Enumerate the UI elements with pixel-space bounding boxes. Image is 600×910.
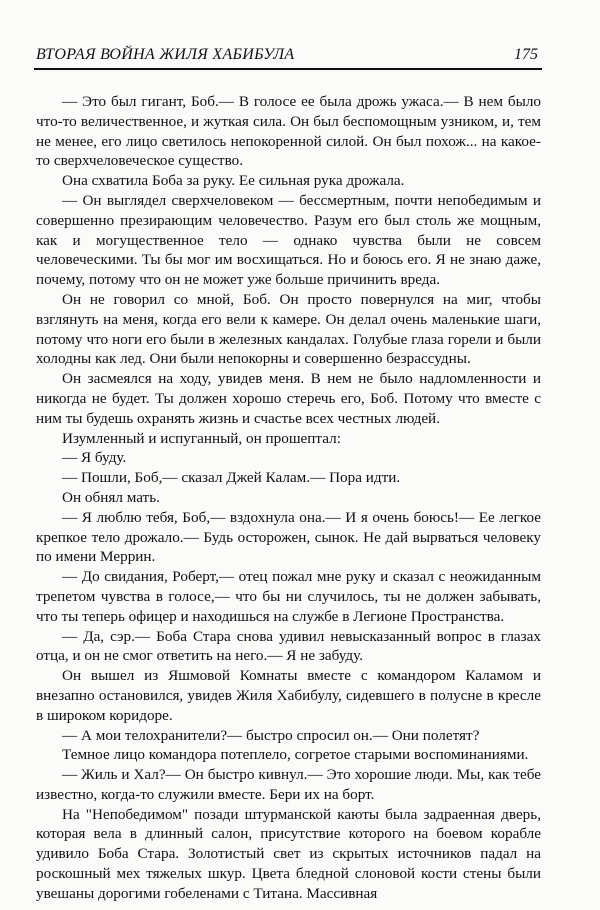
page-number: 175	[514, 46, 538, 63]
paragraph: Темное лицо командора потеплело, согретое старыми воспоминаниями.	[62, 746, 529, 764]
paragraph: Он обнял мать.	[62, 488, 160, 506]
paragraph: — Я люблю тебя, Боб,— вздохнула она.— И я очень боюсь!— Ее легкое крепкое тело дрожало.— Будь осторожен, сынок. Не дай вырваться человеку по имени Меррин.	[36, 508, 541, 566]
paragraph: Изумленный и испуганный, он прошептал:	[62, 429, 341, 447]
paragraph: — А мои телохранители?— быстро спросил он.— Они полетят?	[62, 726, 480, 744]
paragraph: — Пошли, Боб,— сказал Джей Калам.— Пора идти.	[62, 469, 401, 487]
running-title: ВТОРАЯ ВОЙНА ЖИЛЯ ХАБИБУЛА	[36, 46, 295, 63]
paragraph: — Это был гигант, Боб.— В голосе ее была дрожь ужаса.— В нем было что-то величественное, и жуткая сила. Он был беспомощным узником, и, тем не менее, его лицо светилось непокоренной силой. Он был похож... на какое-то сверхчеловеческое существо.	[36, 93, 541, 170]
paragraph: Он не говорил со мной, Боб. Он просто повернулся на миг, чтобы взглянуть на меня, когда его вели к камере. Он делал очень маленькие шаги, потому что ноги его были в железных кандалах. Голубые глаза горели и были холодны как лед. Они были непокорны и совершенно безрассудны.	[36, 290, 541, 368]
paragraph: — Жиль и Хал?— Он быстро кивнул.— Это хорошие люди. Мы, как тебе известно, когда-то служили вместе. Бери их на борт.	[36, 766, 541, 803]
paragraph: Она схватила Боба за руку. Ее сильная рука дрожала.	[62, 172, 405, 190]
body-text	[36, 92, 541, 904]
paragraph: Он вышел из Яшмовой Комнаты вместе с командором Каламом и внезапно остановился, увидев Жиля Хабибулу, сидевшего в полусне в кресле в широком коридоре.	[36, 667, 541, 724]
paragraph: На "Непобедимом" позади штурманской каюты была задраенная дверь, которая вела в длинный салон, присутствие которого на боевом корабле удивило Боба Стара. Золотистый свет из скрытых источников падал на роскошный мех тяжелых шкур. Цвета бледной слоновой кости стены были увешаны дорогими гобеленами с Титана. Массивная	[36, 805, 541, 902]
paragraph: — До свидания, Роберт,— отец пожал мне руку и сказал с неожиданным трепетом чувства в голосе,— что бы ни случилось, ты не должен забывать, что ты теперь офицер и находишься на службе в Легионе Пространства.	[36, 568, 541, 625]
running-header	[34, 40, 542, 70]
paragraph: — Он выглядел сверхчеловеком — бессмертным, почти непобедимым и совершенно презирающим человечество. Разум его был столь же мощным, как и могущественное тело — однако чувства были не совсем человеческими. Ты бы мог им восхищаться. Но и боюсь его. Я не знаю даже, почему, потому что он не может уже больше причинить вреда.	[36, 191, 541, 289]
paragraph: Он засмеялся на ходу, увидев меня. В нем не было надломленности и никогда не будет. Ты должен хорошо стеречь его, Боб. Потому что вместе с ним ты будешь охранять жизнь и счастье всех честных людей.	[36, 370, 541, 427]
paragraph: — Я буду.	[62, 449, 127, 467]
paragraph: — Да, сэр.— Боба Стара снова удивил невысказанный вопрос в глазах отца, и он не смог ответить на него.— Я не забуду.	[36, 627, 541, 665]
